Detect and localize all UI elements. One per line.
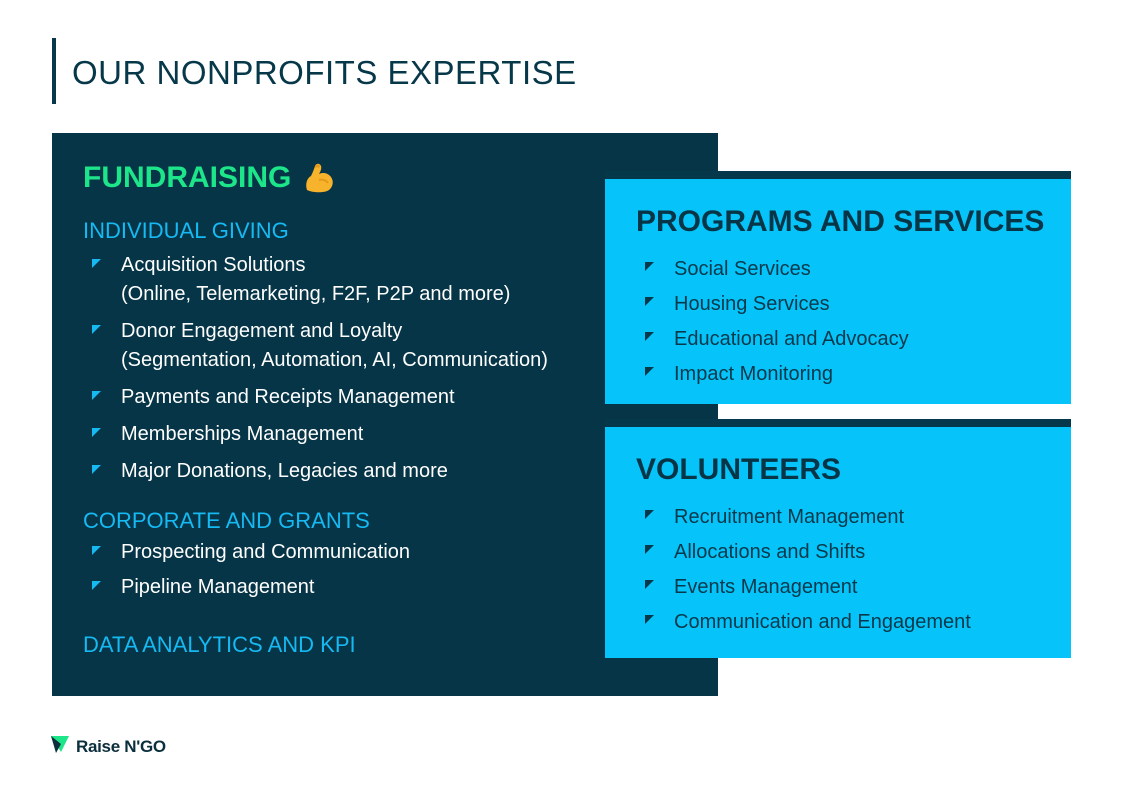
individual-giving-heading: INDIVIDUAL GIVING xyxy=(83,218,289,243)
list-item xyxy=(92,383,692,412)
bullet-icon xyxy=(645,262,654,271)
list-item-subtext: (Segmentation, Automation, AI, Communication) xyxy=(121,349,548,371)
list-item-text: Acquisition Solutions xyxy=(121,254,306,276)
list-item xyxy=(92,538,692,567)
bullet-icon xyxy=(92,581,101,590)
bullet-icon xyxy=(645,615,654,624)
brand-logo xyxy=(50,734,166,759)
title-accent-bar xyxy=(52,38,56,104)
raise-ngo-logo-icon xyxy=(50,734,70,759)
programs-panel xyxy=(605,171,1071,404)
bullet-icon xyxy=(92,465,101,474)
brand-name: Raise N'GO xyxy=(76,736,166,756)
bullet-icon xyxy=(92,428,101,437)
list-item-text: Impact Monitoring xyxy=(674,363,833,385)
list-item-text: Allocations and Shifts xyxy=(674,541,866,563)
volunteers-heading: VOLUNTEERS xyxy=(636,453,842,486)
list-item-text: Donor Engagement and Loyalty xyxy=(121,320,403,342)
list-item-text: Payments and Receipts Management xyxy=(121,386,455,408)
list-item-text: Events Management xyxy=(674,576,858,598)
list-item xyxy=(645,573,1065,601)
list-item-text: Prospecting and Communication xyxy=(121,541,411,563)
bullet-icon xyxy=(92,391,101,400)
fundraising-heading xyxy=(83,159,337,197)
bullet-icon xyxy=(645,545,654,554)
list-item xyxy=(645,325,1065,353)
list-item xyxy=(645,503,1065,531)
corporate-grants-heading: CORPORATE AND GRANTS xyxy=(83,508,370,533)
list-item xyxy=(645,255,1065,283)
bullet-icon xyxy=(92,546,101,555)
list-item-subtext: (Online, Telemarketing, F2F, P2P and more) xyxy=(121,283,511,305)
list-item xyxy=(645,360,1065,388)
bullet-icon xyxy=(645,297,654,306)
list-item-text: Pipeline Management xyxy=(121,576,315,598)
bullet-icon xyxy=(645,332,654,341)
list-item xyxy=(92,457,692,486)
list-item xyxy=(645,608,1065,636)
list-item-text: Major Donations, Legacies and more xyxy=(121,460,448,482)
list-item xyxy=(645,538,1065,566)
list-item xyxy=(92,573,692,602)
bullet-icon xyxy=(645,510,654,519)
volunteers-panel xyxy=(605,419,1071,658)
list-item-text: Recruitment Management xyxy=(674,506,905,528)
list-item-text: Memberships Management xyxy=(121,423,364,445)
list-item-text: Communication and Engagement xyxy=(674,611,971,633)
list-item xyxy=(92,317,692,375)
list-item xyxy=(645,290,1065,318)
bullet-icon xyxy=(645,580,654,589)
programs-heading: PROGRAMS AND SERVICES xyxy=(636,205,1045,238)
list-item xyxy=(92,251,692,309)
data-analytics-heading: DATA ANALYTICS AND KPI xyxy=(83,632,356,657)
list-item xyxy=(92,420,692,449)
list-item-text: Educational and Advocacy xyxy=(674,328,909,350)
bullet-icon xyxy=(92,259,101,268)
bullet-icon xyxy=(645,367,654,376)
list-item-text: Housing Services xyxy=(674,293,830,315)
flexed-biceps-icon xyxy=(301,160,337,196)
bullet-icon xyxy=(92,325,101,334)
list-item-text: Social Services xyxy=(674,258,811,280)
page-title: OUR NONPROFITS EXPERTISE xyxy=(72,54,577,91)
fundraising-heading-text: FUNDRAISING xyxy=(83,161,292,194)
